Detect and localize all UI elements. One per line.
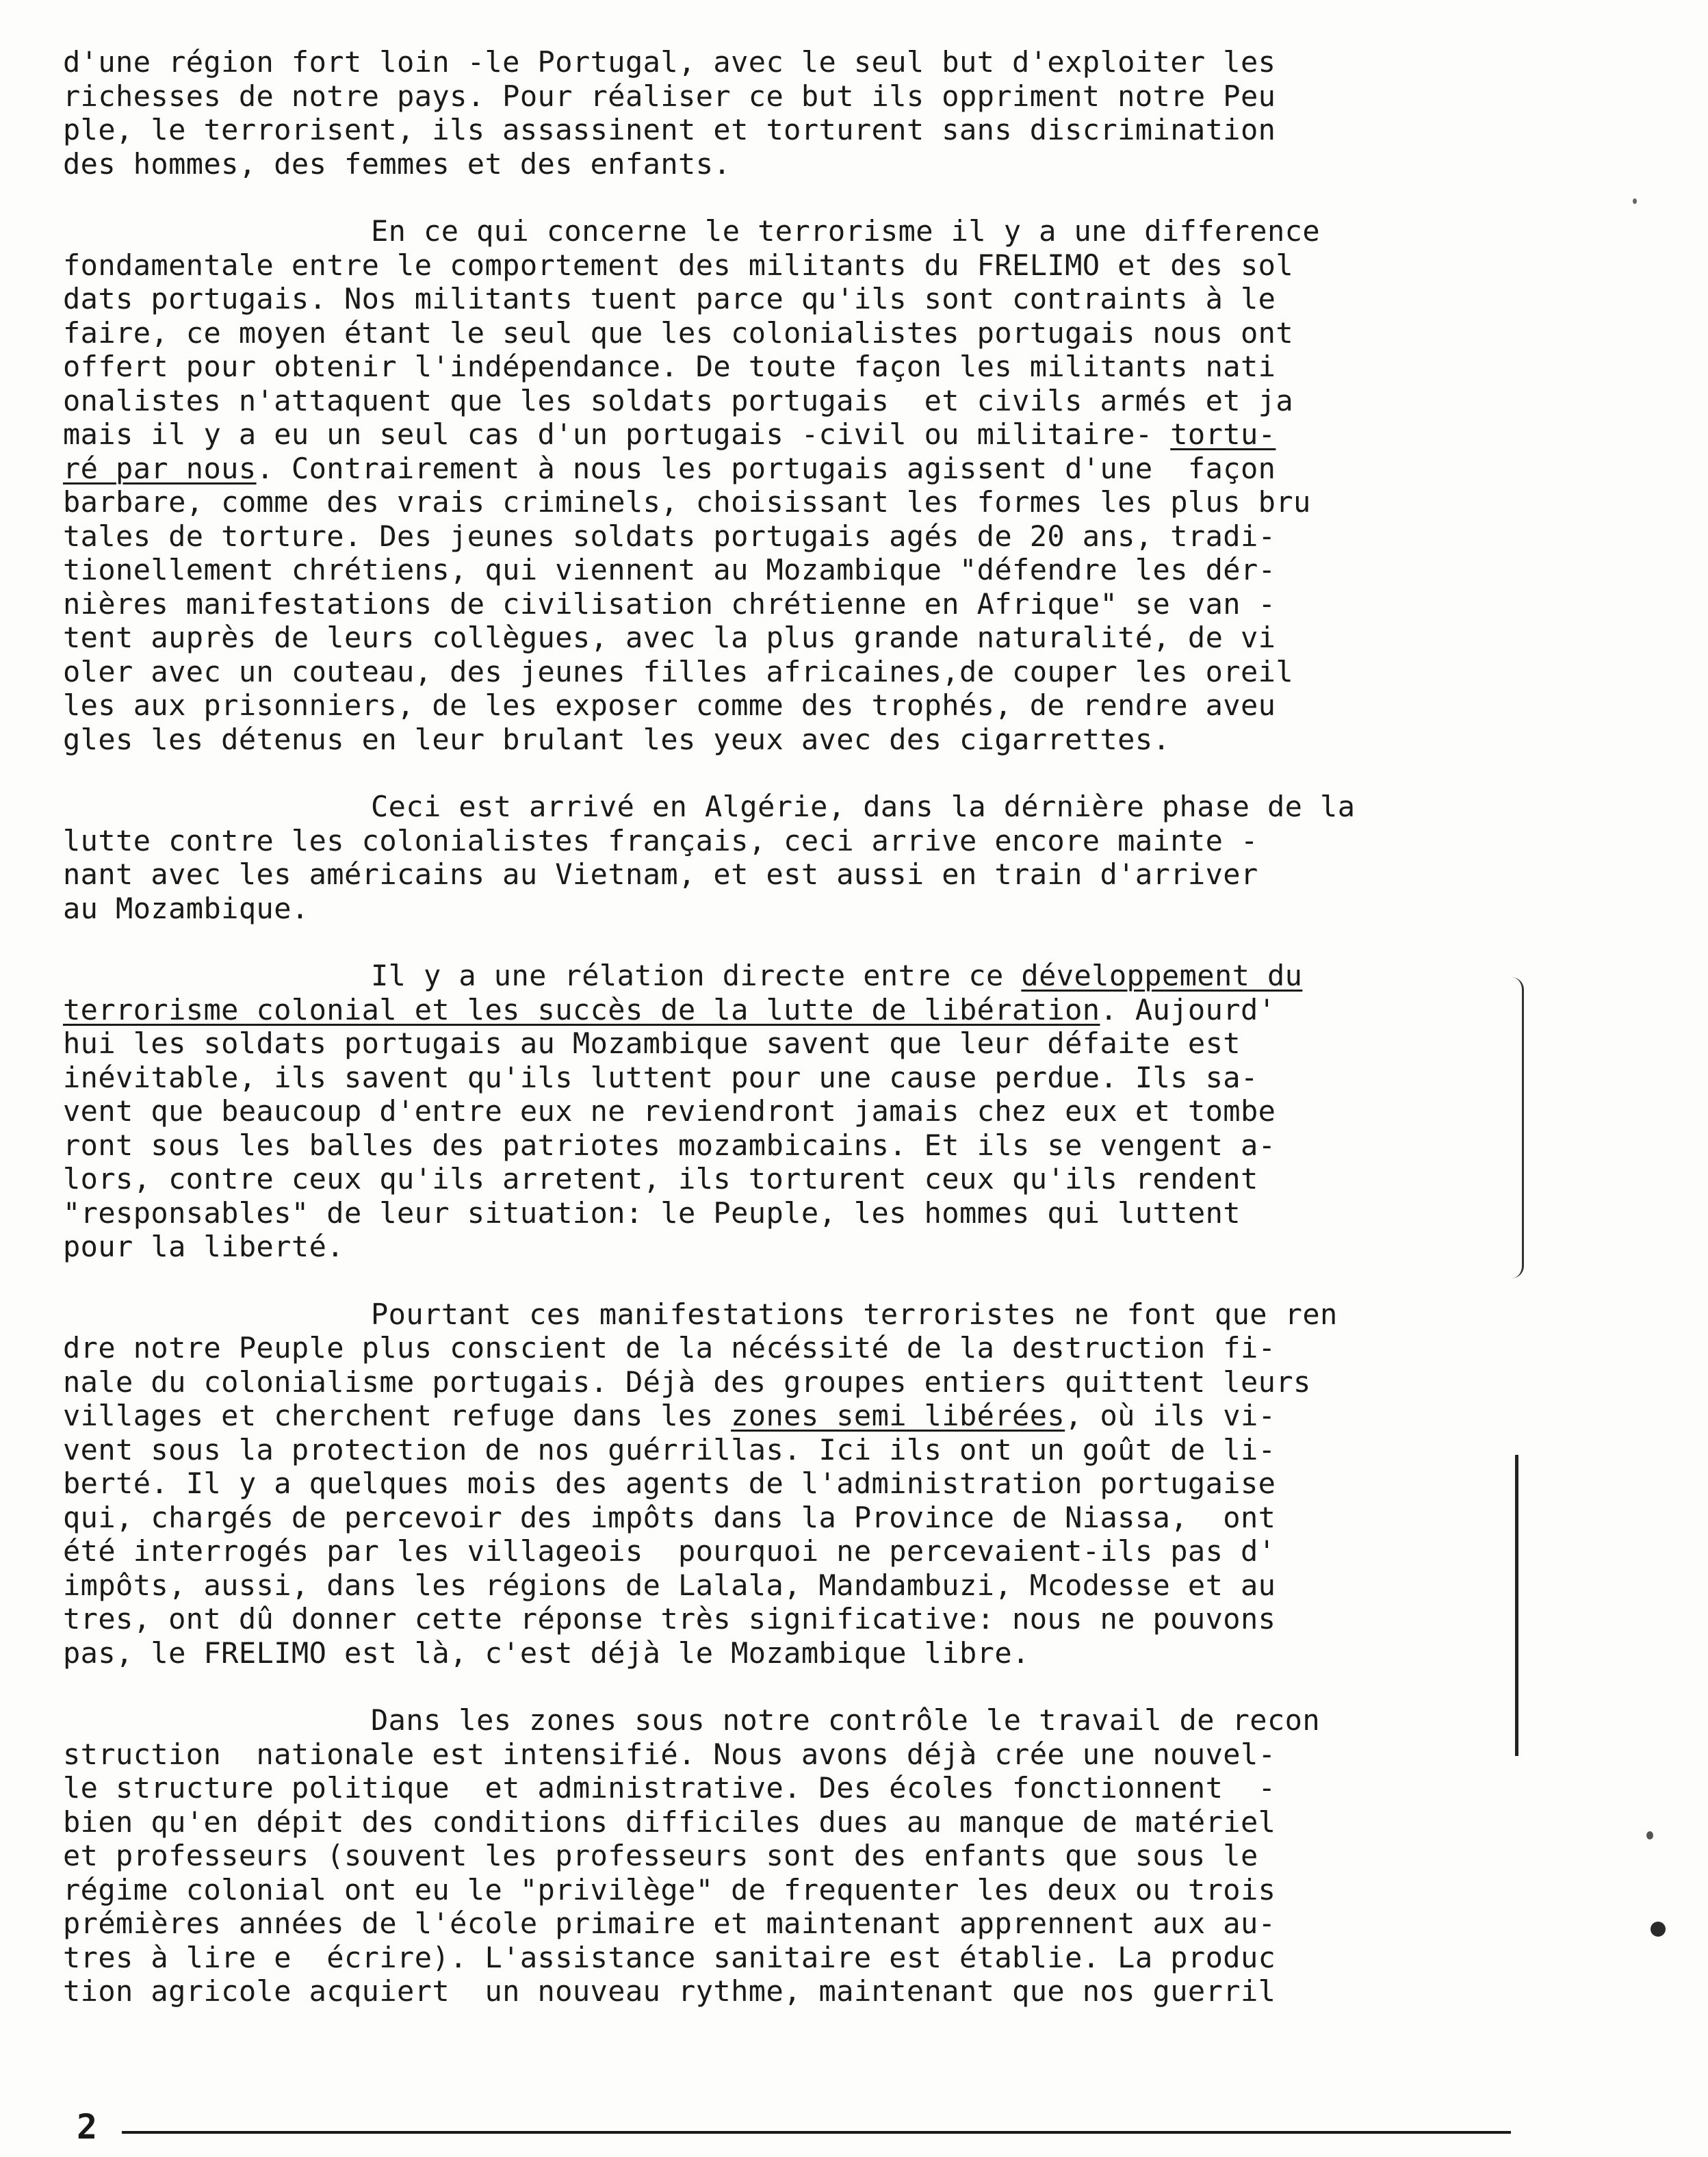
text-line: ré par nous. Contrairement à nous les portugais agissent d'une façon: [63, 451, 1276, 485]
text-line: nières manifestations de civilisation chrétienne en Afrique" se van -: [63, 586, 1276, 621]
text-line: tres, ont dû donner cette réponse très significative: nous ne pouvons: [63, 1602, 1276, 1636]
page-footer: [77, 2107, 1541, 2157]
text-line: tion agricole acquiert un nouveau rythme, maintenant que nos guerril: [63, 1974, 1276, 2008]
text-line: impôts, aussi, dans les régions de Lalala, Mandambuzi, Mcodesse et au: [63, 1568, 1276, 1602]
text-line: tionellement chrétiens, qui viennent au Mozambique "défendre les dér-: [63, 553, 1276, 586]
page-number: 2: [77, 2107, 98, 2147]
paragraph: [63, 45, 1555, 181]
paragraph: [63, 790, 1555, 925]
text-line: oler avec un couteau, des jeunes filles africaines,de couper les oreil: [63, 654, 1294, 688]
text-line: richesses de notre pays. Pour réaliser ce but ils oppriment notre Peu: [63, 79, 1276, 113]
text-line: bien qu'en dépit des conditions difficiles dues au manque de matériel: [63, 1805, 1276, 1839]
text-line: les aux prisonniers, de les exposer comme des trophés, de rendre aveu: [63, 688, 1276, 722]
margin-dot: [1646, 1831, 1653, 1839]
paragraph: [63, 1297, 1555, 1670]
text-line: dats portugais. Nos militants tuent parce qu'ils sont contraints à le: [63, 282, 1276, 315]
paragraph: [63, 959, 1555, 1264]
text-line: ple, le terrorisent, ils assassinent et torturent sans discrimination: [63, 113, 1276, 146]
text-line: gles les détenus en leur brulant les yeux avec des cigarrettes.: [63, 722, 1171, 756]
text-line: inévitable, ils savent qu'ils luttent pour une cause perdue. Ils sa-: [63, 1060, 1258, 1094]
underlined-phrase: zones semi libérées: [731, 1399, 1065, 1432]
paragraph: [63, 214, 1555, 756]
text-line: "responsables" de leur situation: le Peuple, les hommes qui luttent: [63, 1196, 1241, 1230]
text-line: hui les soldats portugais au Mozambique savent que leur défaite est: [63, 1026, 1241, 1060]
text-line: Pourtant ces manifestations terroristes ne font que ren: [371, 1297, 1338, 1331]
text-line: et professeurs (souvent les professeurs sont des enfants que sous le: [63, 1839, 1258, 1872]
text-line: tent auprès de leurs collègues, avec la plus grande naturalité, de vi: [63, 621, 1276, 654]
text-line: lors, contre ceux qu'ils arretent, ils torturent ceux qu'ils rendent: [63, 1162, 1258, 1196]
text-line: onalistes n'attaquent que les soldats portugais et civils armés et ja: [63, 383, 1294, 417]
footer-rule: [122, 2131, 1511, 2134]
text-line: lutte contre les colonialistes français, ceci arrive encore mainte -: [63, 823, 1258, 857]
text-line: mais il y a eu un seul cas d'un portugais -civil ou militaire- tortu-: [63, 417, 1276, 451]
margin-bracket-paragraph-4: [1510, 977, 1524, 1278]
text-line: pas, le FRELIMO est là, c'est déjà le Mozambique libre.: [63, 1636, 1030, 1670]
text-line: prémières années de l'école primaire et maintenant apprennent aux au-: [63, 1907, 1276, 1940]
text-line: barbare, comme des vrais criminels, choisissant les formes les plus bru: [63, 485, 1311, 519]
paragraph: [63, 1703, 1555, 2009]
text-line: régime colonial ont eu le "privilège" de frequenter les deux ou trois: [63, 1872, 1276, 1907]
text-line: nant avec les américains au Vietnam, et est aussi en train d'arriver: [63, 857, 1258, 891]
underlined-phrase: terrorisme colonial et les succès de la lutte de libération: [63, 992, 1100, 1026]
text-line: Dans les zones sous notre contrôle le travail de recon: [371, 1703, 1321, 1737]
text-line: qui, chargés de percevoir des impôts dans la Province de Niassa, ont: [63, 1500, 1276, 1534]
text-line: nale du colonialisme portugais. Déjà des groupes entiers quittent leurs: [63, 1365, 1311, 1399]
text-line: pour la liberté.: [63, 1230, 344, 1263]
underlined-phrase: ré par nous: [63, 451, 257, 485]
text-line: des hommes, des femmes et des enfants.: [63, 146, 732, 181]
document-body: [63, 45, 1555, 2042]
text-line: Ceci est arrivé en Algérie, dans la dérnière phase de la: [371, 790, 1356, 823]
text-line: terrorisme colonial et les succès de la lutte de libération. Aujourd': [63, 992, 1276, 1026]
text-line: fondamentale entre le comportement des militants du FRELIMO et des sol: [63, 248, 1294, 282]
underlined-phrase: développement du: [1021, 959, 1303, 992]
text-line: villages et cherchent refuge dans les zones semi libérées, où ils vi-: [63, 1399, 1276, 1432]
text-line: vent que beaucoup d'entre eux ne reviendront jamais chez eux et tombe: [63, 1094, 1276, 1128]
text-line: berté. Il y a quelques mois des agents de l'administration portugaise: [63, 1467, 1276, 1500]
text-line: struction nationale est intensifié. Nous avons déjà crée une nouvel-: [63, 1737, 1276, 1771]
text-line: ront sous les balles des patriotes mozambicains. Et ils se vengent a-: [63, 1128, 1276, 1162]
text-line: tales de torture. Des jeunes soldats portugais agés de 20 ans, tradi-: [63, 519, 1276, 553]
text-line: au Mozambique.: [63, 891, 309, 925]
margin-dot: [1633, 198, 1637, 204]
text-line: le structure politique et administrative. Des écoles fonctionnent -: [63, 1771, 1276, 1805]
text-line: faire, ce moyen étant le seul que les colonialistes portugais nous ont: [63, 315, 1294, 350]
text-line: vent sous la protection de nos guérrillas. Ici ils ont un goût de li-: [63, 1432, 1276, 1467]
text-line: offert pour obtenir l'indépendance. De toute façon les militants nati: [63, 350, 1276, 383]
text-line: Il y a une rélation directe entre ce développement du: [371, 959, 1303, 992]
text-line: été interrogés par les villageois pourquoi ne percevaient-ils pas d': [63, 1534, 1276, 1568]
text-line: tres à lire e écrire). L'assistance sanitaire est établie. La produc: [63, 1940, 1276, 1974]
text-line: En ce qui concerne le terrorisme il y a une difference: [371, 214, 1321, 248]
text-line: d'une région fort loin -le Portugal, avec le seul but d'exploiter les: [63, 45, 1276, 79]
underlined-phrase: tortu-: [1170, 417, 1276, 451]
margin-dot: [1651, 1922, 1666, 1937]
margin-bar-paragraph-5: [1515, 1455, 1518, 1756]
text-line: dre notre Peuple plus conscient de la nécéssité de la destruction fi-: [63, 1331, 1276, 1365]
